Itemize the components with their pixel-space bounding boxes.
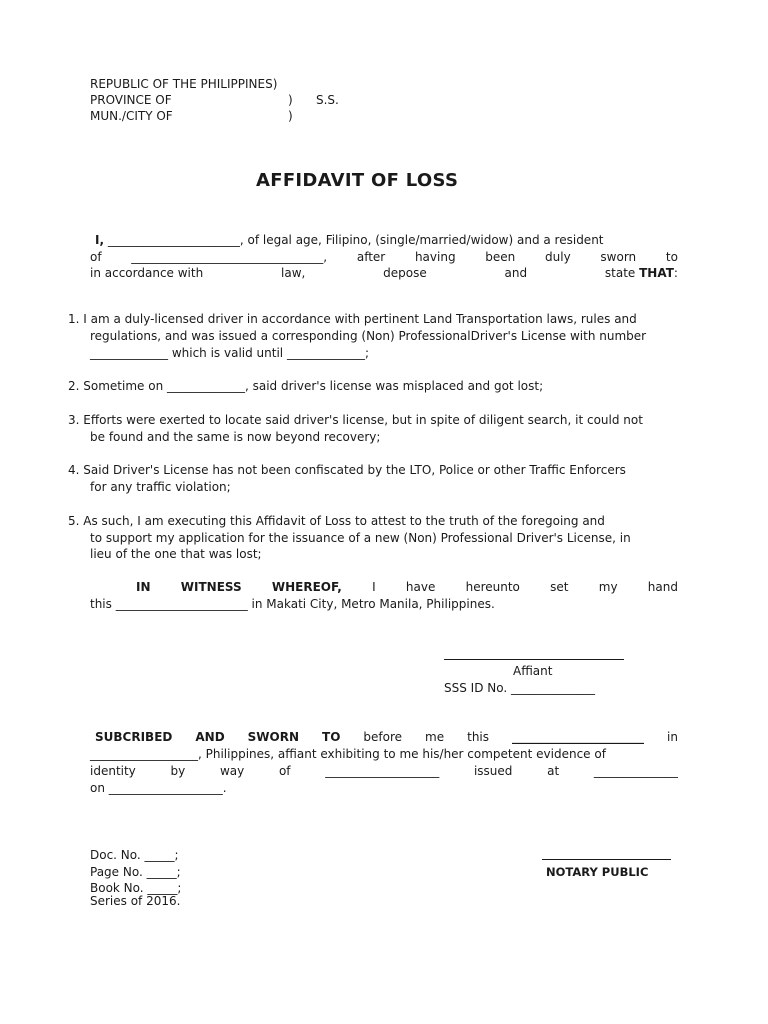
witness-line-2: this ______________________ in Makati City, Metro Manila, Philippines.: [90, 597, 495, 611]
subscribed-word: at: [547, 764, 560, 778]
intro-word: ________________________________,: [131, 250, 328, 264]
intro-line-1: [95, 232, 604, 249]
intro-line-1-text: ______________________, of legal age, Filipino, (single/married/widow) and a resident: [107, 233, 604, 247]
intro-colon: :: [673, 266, 678, 280]
subscribed-word: ______________: [593, 764, 678, 778]
header-province-paren: ): [288, 93, 293, 107]
subscribed-word: me: [425, 730, 445, 744]
subscribed-word: SUBCRIBED: [95, 730, 173, 744]
subscribed-word: AND: [195, 730, 225, 744]
notary-doc-no: Doc. No. _____;: [90, 848, 179, 862]
subscribed-word: identity: [90, 764, 136, 778]
intro-word: of: [90, 250, 102, 264]
intro-word: to: [665, 250, 678, 264]
subscribed-word: SWORN: [247, 730, 300, 744]
document-title: AFFIDAVIT OF LOSS: [256, 170, 459, 191]
intro-word: duly: [545, 250, 571, 264]
subscribed-line-3: [90, 763, 678, 780]
witness-word: set: [550, 580, 569, 594]
witness-word: hand: [647, 580, 678, 594]
intro-word: having: [414, 250, 456, 264]
header-province: PROVINCE OF: [90, 93, 172, 107]
subscribed-line-4: on ___________________.: [90, 781, 227, 795]
witness-line-1: [136, 579, 678, 596]
item-5-line-1: 5. As such, I am executing this Affidavit of Loss to attest to the truth of the foregoing and: [68, 514, 605, 528]
intro-word-state: [605, 265, 678, 282]
notary-public-label: NOTARY PUBLIC: [546, 865, 649, 879]
item-2: 2. Sometime on _____________, said driver's license was misplaced and got lost;: [68, 379, 544, 393]
witness-word: WITNESS: [180, 580, 242, 594]
affiant-sss: SSS ID No. ______________: [444, 681, 595, 695]
notary-book-no: Book No. _____;: [90, 881, 182, 895]
witness-word: have: [405, 580, 436, 594]
affiant-label: Affiant: [513, 664, 553, 678]
intro-word: and: [504, 266, 528, 280]
subscribed-blank: ______________________: [512, 730, 645, 744]
subscribed-word: ___________________: [325, 764, 440, 778]
subscribed-word: way: [219, 764, 245, 778]
subscribed-word: TO: [322, 730, 341, 744]
witness-word: my: [598, 580, 618, 594]
witness-word: WHEREOF,: [271, 580, 342, 594]
item-1-line-3: _____________ which is valid until _____________;: [90, 346, 369, 360]
affiant-signature-line: [444, 659, 624, 660]
intro-word: in accordance with: [90, 266, 204, 280]
item-3-line-1: 3. Efforts were exerted to locate said driver's license, but in spite of diligent search, it could not: [68, 413, 643, 427]
item-4-line-2: for any traffic violation;: [90, 480, 231, 494]
header-city-paren: ): [288, 109, 293, 123]
intro-that: THAT: [639, 266, 674, 280]
header-city: MUN./CITY OF: [90, 109, 173, 123]
intro-word: state: [604, 266, 636, 280]
intro-word: been: [485, 250, 516, 264]
item-1-line-1: 1. I am a duly-licensed driver in accordance with pertinent Land Transportation laws, rules and: [68, 312, 637, 326]
witness-word: IN: [136, 580, 151, 594]
intro-line-3: [90, 265, 678, 282]
header-republic: REPUBLIC OF THE PHILIPPINES): [90, 77, 278, 91]
intro-word: depose: [383, 266, 427, 280]
intro-word: sworn: [600, 250, 637, 264]
witness-word: hereunto: [465, 580, 520, 594]
item-5-line-3: lieu of the one that was lost;: [90, 547, 262, 561]
header-ss: S.S.: [316, 93, 339, 107]
subscribed-word: in: [667, 730, 678, 744]
intro-i: I,: [95, 233, 105, 247]
witness-word: I: [372, 580, 376, 594]
item-4-line-1: 4. Said Driver's License has not been confiscated by the LTO, Police or other Traffic Enforcers: [68, 463, 626, 477]
notary-signature-line: [542, 859, 671, 860]
intro-word: after: [356, 250, 386, 264]
subscribed-word: before: [363, 730, 403, 744]
subscribed-word: issued: [473, 764, 513, 778]
notary-series: Series of 2016.: [90, 894, 181, 908]
notary-page-no: Page No. _____;: [90, 865, 181, 879]
subscribed-word: by: [170, 764, 186, 778]
subscribed-line-1: [95, 729, 678, 746]
intro-word: law,: [281, 266, 306, 280]
intro-line-2: [90, 249, 678, 266]
subscribed-word: this: [467, 730, 490, 744]
subscribed-word: of: [278, 764, 291, 778]
item-5-line-2: to support my application for the issuance of a new (Non) Professional Driver's License, in: [90, 531, 631, 545]
item-3-line-2: be found and the same is now beyond recovery;: [90, 430, 381, 444]
subscribed-line-2: __________________, Philippines, affiant exhibiting to me his/her competent evidence of: [90, 747, 606, 761]
item-1-line-2: regulations, and was issued a corresponding (Non) ProfessionalDriver's License with number: [90, 329, 647, 343]
